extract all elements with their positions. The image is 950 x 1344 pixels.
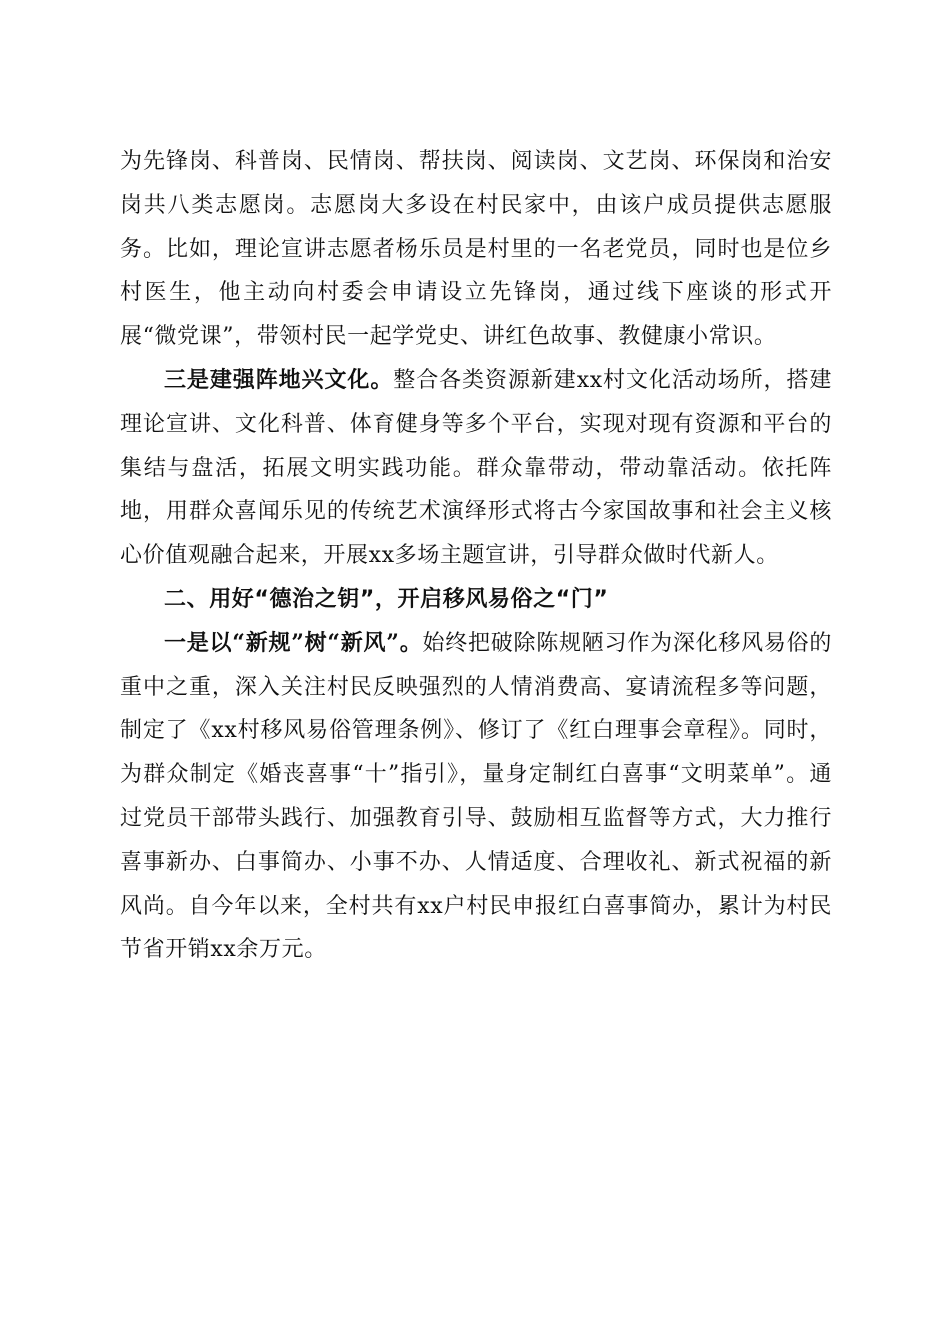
paragraph-lead: 一是以“新规”树“新风”。: [164, 629, 423, 656]
paragraph-new-rules: [120, 622, 832, 972]
paragraph-lead: 三是建强阵地兴文化。: [164, 366, 394, 393]
paragraph-culture-venues: [120, 359, 832, 578]
paragraph-volunteer-posts: [120, 140, 832, 359]
document-body: [120, 140, 832, 972]
paragraph-text: 为先锋岗、科普岗、民情岗、帮扶岗、阅读岗、文艺岗、环保岗和治安岗共八类志愿岗。志愿岗大多设在村民家中，由该户成员提供志愿服务。比如，理论宣讲志愿者杨乐员是村里的一名老党员，同时也是位乡村医生，他主动向村委会申请设立先锋岗，通过线下座谈的形式开展“微党课”，带领村民一起学党史、讲红色故事、教健康小常识。: [120, 149, 832, 350]
section-heading: 二、用好“德治之钥”，开启移风易俗之“门”: [164, 586, 609, 612]
paragraph-text: 整合各类资源新建xx村文化活动场所，搭建理论宣讲、文化科普、体育健身等多个平台，实现对现有资源和平台的集结与盘活，拓展文明实践功能。群众靠带动，带动靠活动。依托阵地，用群众喜闻乐见的传统艺术演绎形式将古今家国故事和社会主义核心价值观融合起来，开展xx多场主题宣讲，引导群众做时代新人。: [120, 367, 832, 569]
paragraph-text: 始终把破除陈规陋习作为深化移风易俗的重中之重，深入关注村民反映强烈的人情消费高、宴请流程多等问题，制定了《xx村移风易俗管理条例》、修订了《红白理事会章程》。同时，为群众制定《婚丧喜事“十”指引》，量身定制红白喜事“文明菜单”。通过党员干部带头践行、加强教育引导、鼓励相互监督等方式，大力推行喜事新办、白事简办、小事不办、人情适度、合理收礼、新式祝福的新风尚。自今年以来，全村共有xx户村民申报红白喜事简办，累计为村民节省开销xx余万元。: [120, 630, 832, 963]
